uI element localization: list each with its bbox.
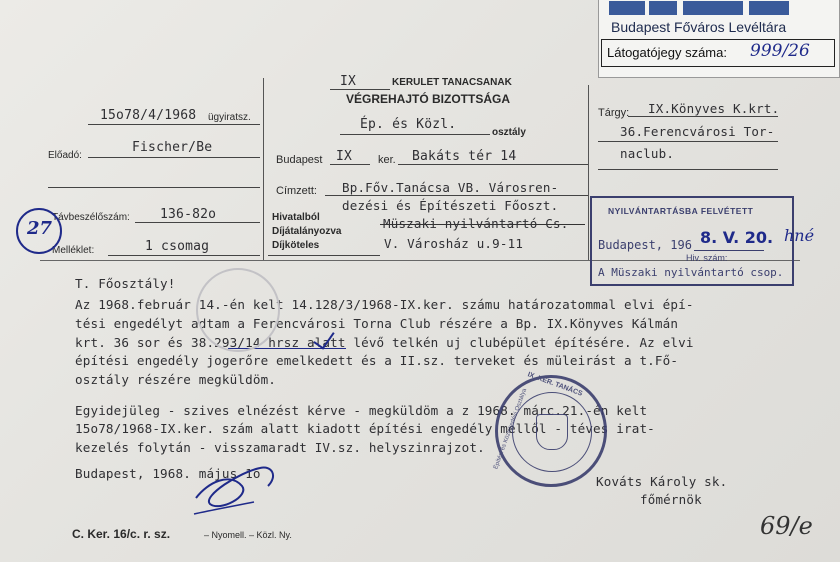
- subject-line1: IX.Könyves K.krt.: [648, 101, 780, 116]
- addressee-line1: Bp.Főv.Tanácsa VB. Városren-: [342, 180, 559, 195]
- ticket-number: 999/26: [750, 41, 810, 61]
- department-value: Ép. és Közl.: [360, 117, 457, 132]
- registry-stamp-office: A Müszaki nyilvántartó csop.: [598, 266, 784, 279]
- registry-initials: hné: [784, 226, 815, 245]
- body-p2-line: 15o78/1968-IX.ker. szám alatt kiadott építési engedély mellől - téves irat-: [75, 421, 655, 436]
- printer-note: – Nyomell. – Közl. Ny.: [204, 530, 292, 540]
- street-value: Bakáts tér 14: [412, 149, 517, 164]
- form-code: C. Ker. 16/c. r. sz.: [72, 527, 171, 541]
- place-label: Budapest: [276, 154, 323, 166]
- registry-stamp-title: NYILVÁNTARTÁSBA FELVÉTETT: [608, 206, 754, 216]
- archive-page-number: 69/e: [760, 512, 813, 540]
- place-district: IX: [336, 149, 353, 164]
- phone-value: 136-82o: [160, 207, 217, 222]
- body-p1-line: osztály részére megküldöm.: [75, 372, 277, 387]
- officer-value: Fischer/Be: [132, 140, 213, 155]
- registry-stamp-hiv-label: Hiv. szám:: [686, 253, 728, 263]
- archive-label: [598, 0, 840, 78]
- registry-date-handwritten: 8. V. 20.: [700, 228, 774, 247]
- official-label1: Hivatalból: [272, 212, 320, 223]
- subject-line2: 36.Ferencvárosi Tor-: [620, 124, 775, 139]
- round-stamp-side-text: Építési és Közlekedési Osztálya: [493, 387, 529, 471]
- body-p1-line: krt. 36 sor és 38.293/14 hrsz alatt lévő telkén uj clubépület építésére. Az elvi: [75, 335, 694, 350]
- addressee-line2: dezési és Építészeti Főoszt.: [342, 198, 559, 213]
- official-label3: Díjköteles: [272, 240, 320, 251]
- officer-label: Előadó:: [48, 150, 82, 161]
- district-number: IX: [340, 74, 357, 89]
- file-number: 15o78/4/1968: [100, 108, 197, 123]
- circled-number: 27: [16, 208, 62, 254]
- signer-name: Kováts Károly sk.: [596, 474, 728, 489]
- attachment-label: Melléklet:: [52, 245, 95, 256]
- ticket-box: [601, 39, 835, 67]
- council-line1: KERULET TANACSANAK: [392, 77, 512, 88]
- archive-title: Budapest Főváros Levéltára: [611, 19, 787, 35]
- date-line: Budapest, 1968. május 1o: [75, 466, 261, 481]
- round-stamp-crest: [536, 414, 568, 450]
- archive-logo: [605, 1, 833, 17]
- ticket-label: Látogatójegy száma:: [607, 45, 727, 60]
- file-number-label: ügyiratsz.: [208, 112, 251, 123]
- signer-title: főmérnök: [640, 492, 702, 507]
- subject-label: Tárgy:: [598, 107, 630, 119]
- subject-line3: naclub.: [620, 146, 675, 161]
- addressee-line4: V. Városház u.9-11: [384, 236, 524, 251]
- street-label: ker.: [378, 154, 396, 166]
- body-p2-line: Egyidejüleg - szives elnézést kérve - megküldöm a z 1968. márc.21.-én kelt: [75, 403, 648, 418]
- body-p1-line: Az 1968.február 14.-én kelt 14.128/3/1968-IX.ker. számu határozatommal elvi épí-: [75, 297, 694, 312]
- body-p2-line: kezelés folytán - visszamaradt IV.sz. helyszinrajzot.: [75, 440, 485, 455]
- phone-label: Távbeszélőszám:: [52, 212, 130, 223]
- registry-stamp-place: Budapest, 196: [598, 238, 692, 252]
- round-stamp: [493, 371, 607, 487]
- addressee-label: Címzett:: [276, 185, 317, 197]
- round-stamp-top-text: IX. KER. TANÁCS: [526, 371, 584, 398]
- attachment-value: 1 csomag: [145, 239, 210, 254]
- handwritten-signature: [190, 452, 300, 522]
- official-label2: Díjátalányozva: [272, 226, 342, 237]
- salutation: T. Főosztály!: [75, 276, 176, 291]
- body-p1-line: építési engedély jogerőre emelkedett és a II.sz. terveket és müleirást a t.Fő-: [75, 353, 679, 368]
- department-label: osztály: [492, 127, 526, 138]
- body-p1-line: tési engedélyt adtam a Ferencvárosi Torna Club részére a Bp. IX.Könyves Kálmán: [75, 316, 679, 331]
- addressee-line3: Müszaki nyilvántartó Cs.: [383, 216, 569, 231]
- ghost-stamp: [196, 268, 280, 352]
- council-line2: VÉGREHAJTÓ BIZOTTSÁGA: [346, 92, 511, 106]
